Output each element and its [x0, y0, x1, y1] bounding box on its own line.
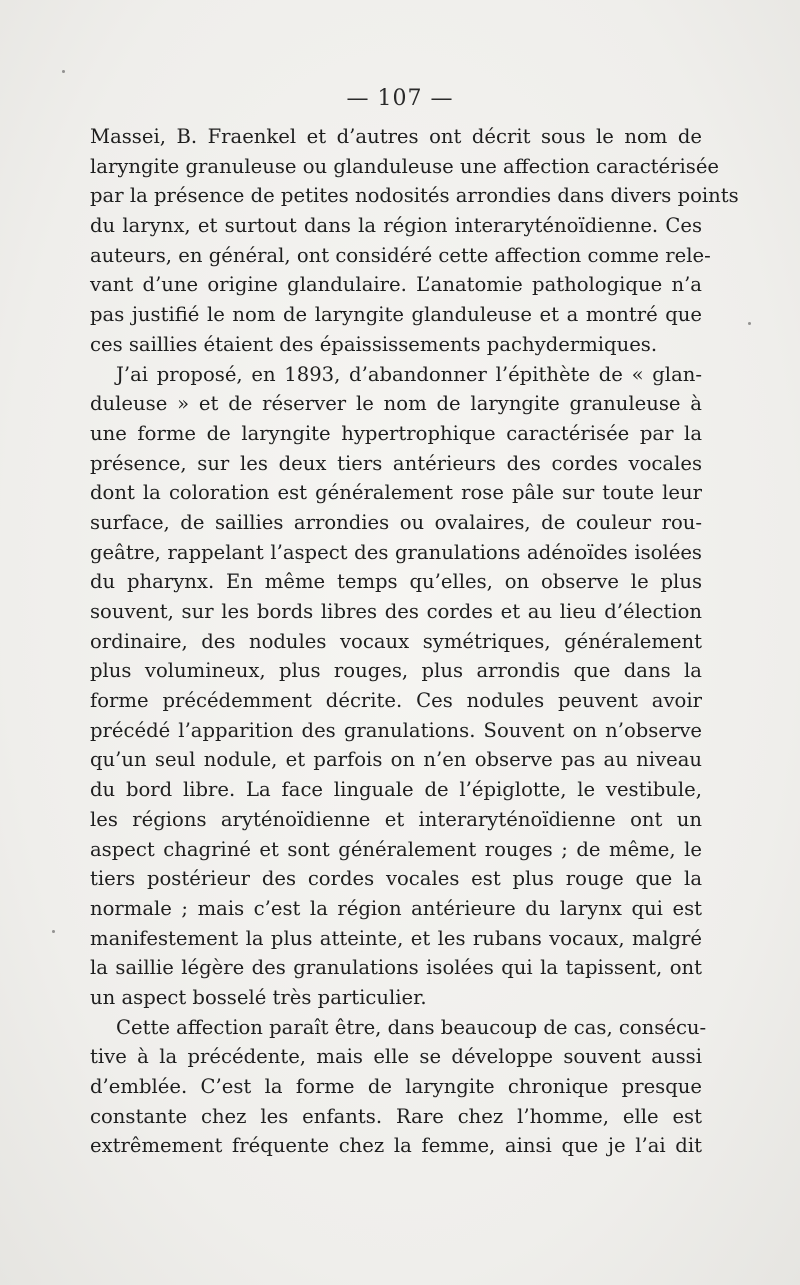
text-line: dont la coloration est généralement rose pâle sur toute leur — [90, 481, 702, 505]
text-line: souvent, sur les bords libres des cordes et au lieu d’élection — [90, 600, 702, 623]
text-line: tive à la précédente, mais elle se développe souvent aussi — [90, 1045, 702, 1069]
text-line: présence, sur les deux tiers antérieurs des cordes vocales — [90, 451, 702, 475]
text-line: plus volumineux, plus rouges, plus arrondis que dans la — [90, 659, 702, 683]
page-number: — 107 — — [346, 86, 454, 111]
text-line: extrêmement fréquente chez la femme, ainsi que je l’ai dit — [90, 1134, 702, 1158]
text-line: qu’un seul nodule, et parfois on n’en observe pas au niveau — [90, 748, 702, 772]
text-line: par la présence de petites nodosités arrondies dans divers points — [90, 184, 739, 208]
text-line: du larynx, et surtout dans la région interaryténoïdienne. Ces — [90, 214, 702, 238]
text-line: ces saillies étaient des épaississements pachydermiques. — [90, 332, 658, 356]
text-line: constante chez les enfants. Rare chez l’homme, elle est — [90, 1104, 702, 1128]
text-line: tiers postérieur des cordes vocales est plus rouge que la — [90, 867, 702, 891]
text-line: geâtre, rappelant l’aspect des granulations adénoïdes isolées — [90, 540, 702, 564]
body-text — [90, 122, 739, 1161]
paper-speck — [748, 322, 751, 325]
paper-speck — [62, 70, 65, 73]
text-line: auteurs, en général, ont considéré cette affection comme rele- — [90, 243, 711, 267]
text-line: précédé l’apparition des granulations. Souvent on n’observe — [90, 718, 702, 742]
text-line: normale ; mais c’est la région antérieure du larynx qui est — [90, 896, 702, 920]
text-line: ordinaire, des nodules vocaux symétriques, généralement — [90, 629, 702, 653]
text-line: Cette affection paraît être, dans beaucoup de cas, consécu- — [116, 1015, 707, 1039]
text-line: les régions aryténoïdienne et interaryténoïdienne ont un — [90, 807, 702, 831]
text-line: une forme de laryngite hypertrophique caractérisée par la — [90, 421, 702, 445]
text-line: du bord libre. La face linguale de l’épiglotte, le vestibule, — [90, 778, 702, 802]
text-line: pas justifié le nom de laryngite glanduleuse et a montré que — [90, 303, 702, 327]
text-line: la saillie légère des granulations isolées qui la tapissent, ont — [90, 956, 702, 980]
text-line: aspect chagriné et sont généralement rouges ; de même, le — [90, 837, 702, 861]
text-line: manifestement la plus atteinte, et les rubans vocaux, malgré — [90, 926, 702, 950]
text-line: vant d’une origine glandulaire. L’anatomie pathologique n’a — [90, 273, 702, 297]
text-line: laryngite granuleuse ou glanduleuse une affection caractérisée — [90, 154, 720, 178]
text-line: d’emblée. C’est la forme de laryngite chronique presque — [90, 1075, 702, 1098]
paper-speck — [52, 930, 55, 933]
text-line: forme précédemment décrite. Ces nodules peuvent avoir — [90, 689, 702, 713]
text-line: un aspect bosselé très particulier. — [90, 985, 427, 1009]
text-line: surface, de saillies arrondies ou ovalaires, de couleur rou- — [90, 510, 702, 534]
text-line: duleuse » et de réserver le nom de laryngite granuleuse à — [90, 392, 702, 416]
text-line: du pharynx. En même temps qu’elles, on observe le plus — [90, 570, 702, 594]
text-line: Massei, B. Fraenkel et d’autres ont décrit sous le nom de — [90, 125, 702, 148]
text-line: J’ai proposé, en 1893, d’abandonner l’épithète de « glan- — [116, 362, 702, 386]
